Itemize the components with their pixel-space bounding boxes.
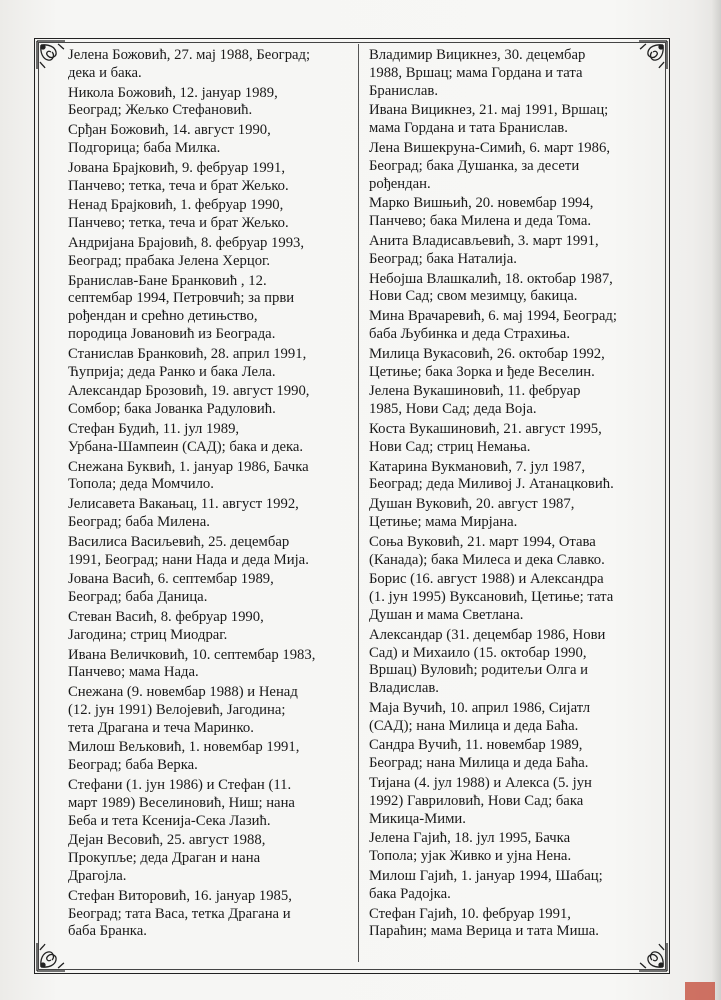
entry-line: Јелена Божовић, 27. мај 1988, Београд;	[68, 47, 311, 63]
entry-line: Бранислав.	[369, 82, 438, 99]
entry-line: Микица-Мими.	[369, 810, 466, 827]
entry-line: Срђан Божовић, 14. август 1990,	[68, 122, 271, 139]
entry-line: Катарина Вукмановић, 7. јул 1987,	[369, 458, 586, 475]
dedication-entry	[68, 47, 356, 83]
entry-line: Небојша Влашкалић, 18. октобар 1987,	[369, 270, 613, 287]
entry-line: 1991, Београд; нани Нада и деда Мија.	[68, 551, 309, 568]
dedication-entry	[369, 421, 637, 457]
entry-line: Сомбор; бака Јованка Радуловић.	[68, 401, 276, 418]
entry-line: Александар Брозовић, 19. август 1990,	[68, 383, 310, 400]
entry-line: Ненад Брајковић, 1. фебруар 1990,	[68, 197, 284, 214]
dedication-entry	[68, 235, 356, 271]
entry-line: (САД); нана Милица и деда Баћа.	[369, 717, 579, 734]
entry-line: Панчево; тетка, теча и брат Жељко.	[68, 215, 289, 232]
entry-line: септембар 1994, Петровчић; за први	[68, 290, 295, 307]
entry-line: 1992) Гавриловић, Нови Сад; бака	[369, 792, 584, 809]
entry-line: Василиса Васиљевић, 25. децембар	[68, 533, 290, 550]
cover-corner	[685, 982, 715, 1000]
entry-line: Лена Вишекруна-Симић, 6. март 1986,	[369, 139, 611, 156]
entry-line: Јагодина; стриц Миодраг.	[68, 626, 228, 643]
dedication-entry	[369, 383, 637, 419]
dedication-entry	[369, 627, 637, 698]
entry-line: рођендан и срећно детињство,	[68, 308, 258, 325]
entry-line: Вршац) Вуловић; родитељи Олга и	[369, 662, 589, 679]
entry-line: баба Љубинка и деда Страхиња.	[369, 325, 570, 342]
entry-line: Јована Васић, 6. септембар 1989,	[68, 571, 274, 588]
entry-line: Бранислав-Бане Бранковић , 12.	[68, 272, 267, 289]
dedication-entry	[369, 737, 637, 773]
entry-line: (12. јун 1991) Велојевић, Јагодина;	[68, 701, 286, 718]
dedication-entry	[68, 832, 356, 885]
entry-line: 1988, Вршац; мама Гордана и тата	[369, 64, 583, 81]
entry-line: Андријана Брајовић, 8. фебруар 1993,	[68, 234, 305, 251]
corner-ornament-icon	[636, 940, 670, 974]
entry-line: Ћуприја; деда Ранко и бака Лела.	[68, 363, 276, 380]
entry-line: Урбана-Шампеин (САД); бака и дека.	[68, 438, 304, 455]
entry-line: Сандра Вучић, 11. новембар 1989,	[369, 737, 583, 754]
entry-line: Београд; прабака Јелена Херцог.	[68, 252, 271, 269]
entry-line: Стефан Гајић, 10. фебруар 1991,	[369, 905, 571, 922]
dedication-entry	[68, 571, 356, 607]
dedication-entry	[369, 140, 637, 193]
entry-line: Прокупље; деда Драган и нана	[68, 850, 261, 867]
entry-line: Јелисавета Вакањац, 11. август 1992,	[68, 496, 299, 513]
entry-line: Владимир Вицикнез, 30. децембар	[369, 47, 586, 63]
entry-line: Београд; Жељко Стефановић.	[68, 102, 253, 119]
entry-line: Снежана (9. новембар 1988) и Ненад	[68, 684, 298, 701]
entry-line: Никола Божовић, 12. јануар 1989,	[68, 84, 278, 101]
dedication-entry	[369, 571, 637, 624]
dedication-entry	[68, 459, 356, 495]
dedication-entry	[369, 830, 637, 866]
dedication-entry	[68, 160, 356, 196]
dedication-entry	[369, 534, 637, 570]
entry-line: Снежана Буквић, 1. јануар 1986, Бачка	[68, 458, 309, 475]
dedication-entry	[68, 777, 356, 830]
dedication-entry	[369, 700, 637, 736]
entry-line: 1985, Нови Сад; деда Воја.	[369, 401, 537, 418]
entry-line: Мина Врачаревић, 6. мај 1994, Београд;	[369, 308, 617, 325]
corner-ornament-icon	[34, 38, 68, 72]
dedication-entry	[68, 383, 356, 419]
dedication-entry	[369, 459, 637, 495]
entry-line: Топола; ујак Живко и ујна Нена.	[369, 848, 572, 865]
entry-line: Београд; баба Милена.	[68, 513, 210, 530]
entry-line: Дејан Весовић, 25. август 1988,	[68, 832, 266, 849]
dedication-entry	[68, 273, 356, 344]
dedication-entry	[68, 197, 356, 233]
entry-line: март 1989) Веселиновић, Ниш; нана	[68, 794, 295, 811]
entry-line: бака Радојка.	[369, 885, 451, 902]
entry-line: Београд; бака Душанка, за десети	[369, 157, 580, 174]
corner-ornament-icon	[34, 940, 68, 974]
right-column	[369, 47, 637, 943]
entry-line: Душан и мама Светлана.	[369, 606, 524, 623]
entry-line: Стефани (1. јун 1986) и Стефан (11.	[68, 777, 292, 794]
entry-line: Ивана Вицикнез, 21. мај 1991, Вршац;	[369, 102, 609, 119]
corner-ornament-icon	[636, 38, 670, 72]
entry-line: Тијана (4. јул 1988) и Алекса (5. јун	[369, 775, 592, 792]
entry-line: Београд; баба Верка.	[68, 757, 198, 774]
entry-line: Милош Вељковић, 1. новембар 1991,	[68, 739, 300, 756]
entry-line: Милош Гајић, 1. јануар 1994, Шабац;	[369, 868, 603, 885]
dedication-entry	[68, 346, 356, 382]
entry-line: Панчево; мама Нада.	[68, 664, 199, 681]
entry-line: Коста Вукашиновић, 21. август 1995,	[369, 420, 602, 437]
entry-line: Маја Вучић, 10. април 1986, Сијатл	[369, 699, 591, 716]
entry-line: Драгојла.	[68, 868, 127, 885]
entry-line: баба Бранка.	[68, 923, 147, 940]
dedication-entry	[68, 534, 356, 570]
column-divider	[358, 44, 359, 962]
dedication-entry	[369, 47, 637, 100]
dedication-entry	[68, 684, 356, 737]
entry-line: Сад) и Михаило (15. октобар 1990,	[369, 644, 587, 661]
entry-line: Марко Вишњић, 20. новембар 1994,	[369, 195, 594, 212]
entry-line: (1. јун 1995) Вуксановић, Цетиње; тата	[369, 589, 614, 606]
entry-line: Стефан Виторовић, 16. јануар 1985,	[68, 887, 292, 904]
entry-line: Београд; тата Васа, тетка Драгана и	[68, 905, 291, 922]
left-column	[68, 47, 356, 943]
dedication-entry	[68, 85, 356, 121]
dedication-entry	[369, 775, 637, 828]
dedication-entry	[369, 195, 637, 231]
entry-line: Топола; деда Момчило.	[68, 476, 214, 493]
entry-line: Јелена Вукашиновић, 11. фебруар	[369, 383, 581, 400]
entry-line: Београд; деда Миливој Ј. Атанацковић.	[369, 476, 614, 493]
dedication-entry	[369, 906, 637, 942]
entry-line: Борис (16. август 1988) и Александра	[369, 571, 604, 588]
dedication-entry	[68, 609, 356, 645]
dedication-entry	[369, 233, 637, 269]
entry-line: Јована Брајковић, 9. фебруар 1991,	[68, 159, 286, 176]
entry-line: Соња Вуковић, 21. март 1994, Отава	[369, 533, 596, 550]
dedication-entry	[68, 888, 356, 941]
entry-line: Анита Владисављевић, 3. март 1991,	[369, 232, 599, 249]
entry-line: Цетиње; мама Мирјана.	[369, 513, 518, 530]
dedication-entry	[68, 739, 356, 775]
entry-line: Параћин; мама Верица и тата Миша.	[369, 923, 599, 940]
dedication-entry	[68, 496, 356, 532]
entry-line: Беба и тета Ксенија-Сека Лазић.	[68, 812, 271, 829]
dedication-entry	[369, 102, 637, 138]
entry-line: тета Драгана и теча Маринко.	[68, 719, 254, 736]
entry-line: породица Јовановић из Београда.	[68, 325, 276, 342]
dedication-entry	[369, 271, 637, 307]
entry-line: Панчево; тетка, теча и брат Жељко.	[68, 177, 289, 194]
entry-line: Милица Вукасовић, 26. октобар 1992,	[369, 345, 605, 362]
entry-line: (Канада); бака Милеса и дека Славко.	[369, 551, 605, 568]
entry-line: Цетиње; бака Зорка и ђеде Веселин.	[369, 363, 595, 380]
entry-line: рођендан.	[369, 175, 431, 192]
entry-line: Београд; бака Наталија.	[369, 250, 517, 267]
book-binding-edge	[711, 0, 721, 1000]
entry-line: Београд; нана Милица и деда Баћа.	[369, 755, 589, 772]
entry-line: Душан Вуковић, 20. август 1987,	[369, 496, 575, 513]
entry-line: Нови Сад; свом мезимцу, бакица.	[369, 288, 578, 305]
dedication-entry	[369, 346, 637, 382]
dedication-entry	[369, 496, 637, 532]
entry-line: Београд; баба Даница.	[68, 589, 208, 606]
dedication-entry	[68, 122, 356, 158]
entry-line: Панчево; бака Милена и деда Тома.	[369, 213, 592, 230]
entry-line: Стефан Будић, 11. јул 1989,	[68, 420, 240, 437]
entry-line: дека и бака.	[68, 64, 142, 81]
dedication-entry	[369, 308, 637, 344]
entry-line: Александар (31. децембар 1986, Нови	[369, 626, 606, 643]
entry-line: Владислав.	[369, 680, 439, 697]
entry-line: Станислав Бранковић, 28. април 1991,	[68, 345, 307, 362]
dedication-entry	[68, 421, 356, 457]
dedication-entry	[369, 868, 637, 904]
entry-line: Ивана Величковић, 10. септембар 1983,	[68, 646, 316, 663]
entry-line: Стеван Васић, 8. фебруар 1990,	[68, 608, 264, 625]
entry-line: Подгорица; баба Милка.	[68, 139, 221, 156]
entry-line: Јелена Гајић, 18. јул 1995, Бачка	[369, 830, 571, 847]
dedication-entry	[68, 647, 356, 683]
entry-line: мама Гордана и тата Бранислав.	[369, 120, 568, 137]
entry-line: Нови Сад; стриц Немања.	[369, 438, 531, 455]
